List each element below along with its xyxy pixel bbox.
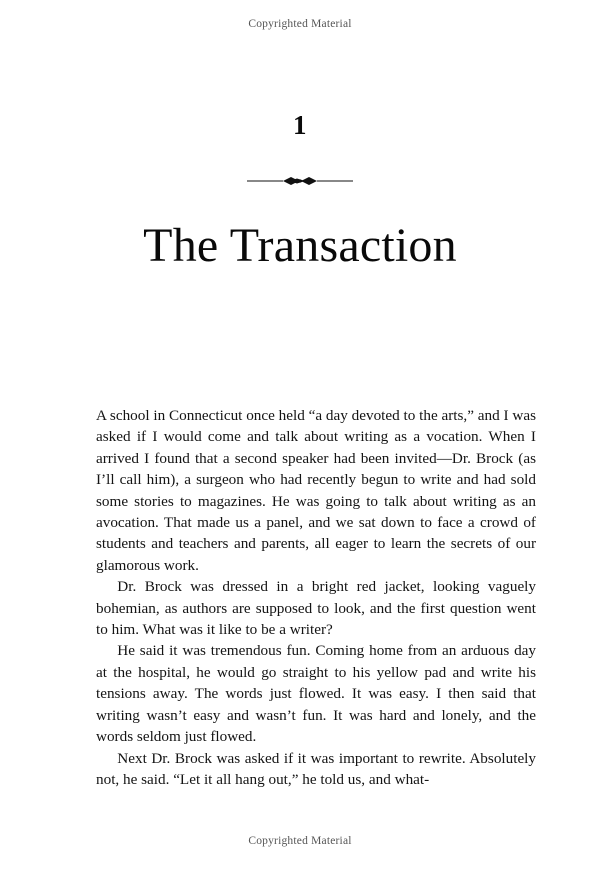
paragraph: Next Dr. Brock was asked if it was important to rewrite. Absolutely not, he said. “Let it all hang out,” he told us, and what- <box>96 749 536 788</box>
chapter-title: The Transaction <box>143 219 457 272</box>
body-text <box>96 405 536 790</box>
copyright-watermark-bottom: Copyrighted Material <box>248 835 352 847</box>
paragraph: Dr. Brock was dressed in a bright red jacket, looking vaguely bohemian, as authors are supposed to look, and the first question went to him. What was it like to be a writer? <box>96 578 536 639</box>
flourish-divider-icon <box>0 173 600 189</box>
chapter-number: 1 <box>293 110 307 140</box>
paragraph: He said it was tremendous fun. Coming home from an arduous day at the hospital, he would go straight to his yellow pad and write his tensions away. The words just flowed. It was easy. I then said that writing wasn’t easy and wasn’t fun. It was hard and lonely, and the words seldom just flowed. <box>96 642 536 746</box>
paragraph: A school in Connecticut once held “a day devoted to the arts,” and I was asked if I would come and talk about writing as a vocation. When I arrived I found that a second speaker had been invited—Dr. Brock (as I’ll call him), a surgeon who had recently begun to write and had sold some stories to magazines. He was going to talk about writing as an avocation. That made us a panel, and we sat down to face a crowd of students and teachers and parents, all eager to learn the secrets of our glamorous work. <box>96 407 536 574</box>
copyright-watermark-top: Copyrighted Material <box>248 18 352 30</box>
